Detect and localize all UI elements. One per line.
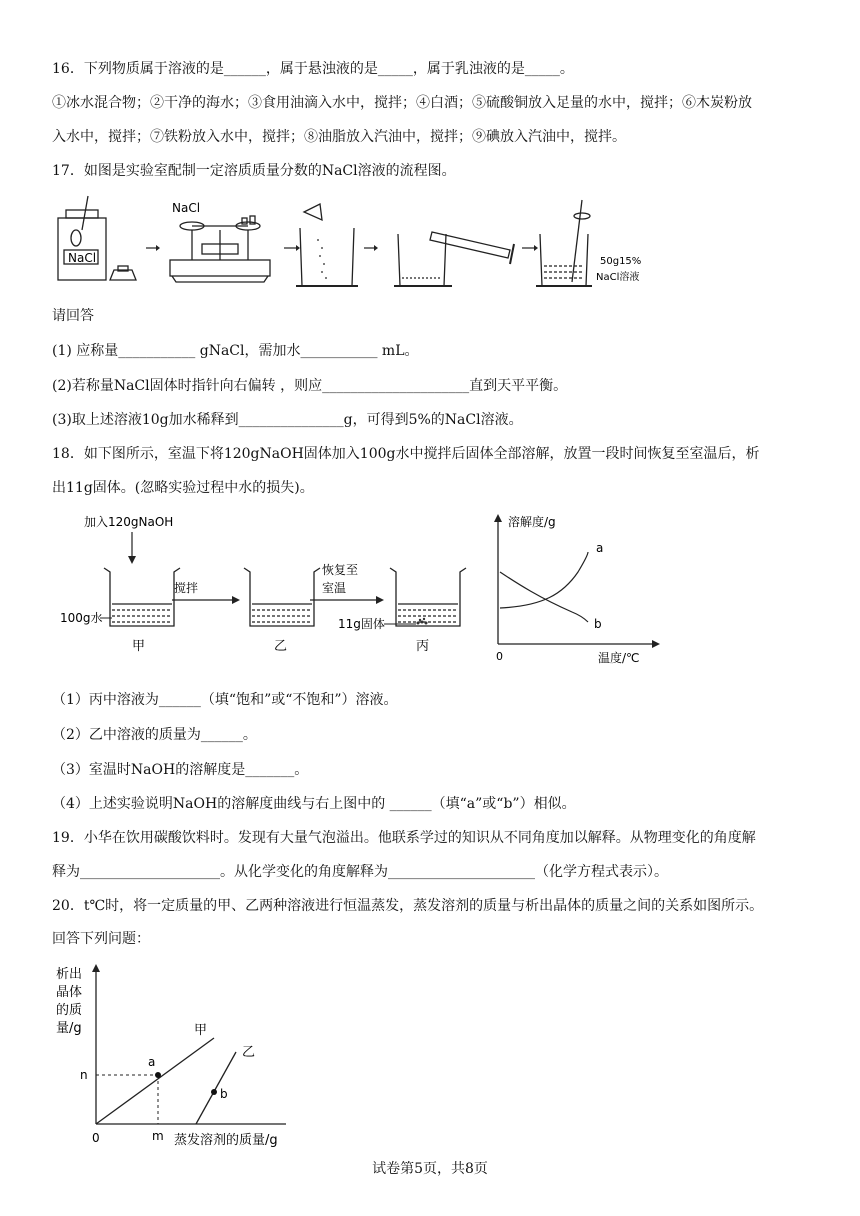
q20-xlabel: 蒸发溶剂的质量/g <box>174 1133 278 1148</box>
q20-line2: 回答下列问题： <box>52 931 150 947</box>
q17-part3: (3)取上述溶液10g加水稀释到_______________g，可得到5%的NaCl溶液。 <box>52 412 523 428</box>
beaker-yi-icon <box>244 568 320 626</box>
line-yi <box>196 1052 236 1124</box>
q16-options-line1: ①冰水混合物；②干净的海水；③食用油滴入水中，搅拌；④白酒；⑤硫酸铜放入足量的水中，搅拌；⑥木炭粉放 <box>52 95 752 111</box>
final-beaker-icon <box>536 200 592 286</box>
q17-part2: (2)若称量NaCl固体时指针向右偏转 ，则应_____________________直到天平平衡。 <box>52 378 568 394</box>
q16-options-line2: 入水中，搅拌；⑦铁粉放入水中，搅拌；⑧油脂放入汽油中，搅拌；⑨碘放入汽油中，搅拌。 <box>52 129 626 145</box>
final-label-1: 50g15% <box>600 256 642 267</box>
balance-label: NaCl <box>172 201 201 215</box>
final-label-2: NaCl溶液 <box>596 272 640 283</box>
restore-label-1: 恢复至 <box>322 563 359 577</box>
solubility-ylabel: 溶解度/g <box>508 515 556 529</box>
beaker-bing-label: 丙 <box>416 639 430 654</box>
q20-ylabel-2: 晶体 <box>56 985 83 1000</box>
page-footer: 试卷第5页，共8页 <box>372 1161 488 1177</box>
balance-icon <box>170 216 270 282</box>
water-label: 100g水 <box>60 611 103 625</box>
stir-label: 搅拌 <box>174 581 199 595</box>
q18-part2: （2）乙中溶液的质量为______。 <box>52 727 257 743</box>
label-yi: 乙 <box>242 1045 256 1060</box>
q18-part4: （4）上述实验说明NaOH的溶解度曲线与右上图中的 ______（填“a”或“b”）相似。 <box>52 796 576 812</box>
label-a: a <box>148 1055 156 1069</box>
q20-line1: 20．t℃时，将一定质量的甲、乙两种溶液进行恒温蒸发，蒸发溶剂的质量与析出晶体的质量之间的关系如图所示。 <box>52 898 764 914</box>
solubility-xlabel: 温度/℃ <box>598 651 640 665</box>
q18-part1: （1）丙中溶液为______（填“饱和”或“不饱和”）溶液。 <box>52 692 398 708</box>
q19-line2: 释为____________________。从化学变化的角度解释为_____________________（化学方程式表示）。 <box>52 864 668 880</box>
point-a <box>155 1072 161 1078</box>
jar-label: NaCl <box>68 251 97 265</box>
curve-b-label: b <box>594 617 602 631</box>
q17-stem: 17．如图是实验室配制一定溶质质量分数的NaCl溶液的流程图。 <box>52 163 456 179</box>
solubility-origin: 0 <box>496 650 503 663</box>
q20-ylabel-1: 析出 <box>56 967 83 982</box>
label-n: n <box>80 1068 88 1082</box>
q18-solubility-graph <box>488 510 678 670</box>
q16-stem: 16．下列物质属于溶液的是______，属于悬浊液的是_____，属于乳浊液的是_____。 <box>52 61 574 77</box>
beaker-yi-label: 乙 <box>274 639 288 654</box>
q17-procedure-figure <box>52 190 652 300</box>
label-m: m <box>152 1129 164 1143</box>
q17-prompt: 请回答 <box>52 308 94 324</box>
restore-label-2: 室温 <box>322 581 347 595</box>
q18-stem-line1: 18．如下图所示，室温下将120gNaOH固体加入100g水中搅拌后固体全部溶解，放置一段时间恢复至室温后，析 <box>52 446 760 462</box>
q20-origin: 0 <box>92 1131 100 1145</box>
line-jia <box>96 1038 214 1124</box>
add-naoh-label: 加入120gNaOH <box>84 515 174 529</box>
q18-part3: （3）室温时NaOH的溶解度是_______。 <box>52 762 309 778</box>
q19-line1: 19．小华在饮用碳酸饮料时。发现有大量气泡溢出。他联系学过的知识从不同角度加以解释。从物理变化的角度解 <box>52 830 756 846</box>
q20-ylabel-3: 的质 <box>56 1003 83 1018</box>
q20-ylabel-4: 量/g <box>56 1021 82 1036</box>
curve-a-label: a <box>596 541 604 555</box>
q20-crystal-graph <box>52 958 342 1158</box>
label-b: b <box>220 1087 228 1101</box>
stopper-icon <box>110 266 136 280</box>
label-jia: 甲 <box>194 1023 208 1038</box>
reagent-jar-icon <box>58 196 106 280</box>
point-b <box>211 1089 217 1095</box>
q18-experiment-figure <box>56 510 476 660</box>
beaker-cylinder-icon <box>394 232 514 286</box>
beaker-pour-icon <box>296 204 358 286</box>
curve-b-path <box>500 572 588 622</box>
solid-label: 11g固体 <box>338 617 385 631</box>
beaker-bing-icon <box>390 568 466 626</box>
q17-part1: (1) 应称量___________ gNaCl，需加水___________ mL。 <box>52 343 419 359</box>
beaker-jia-icon <box>104 568 180 626</box>
beaker-jia-label: 甲 <box>132 639 146 654</box>
q18-stem-line2: 出11g固体。(忽略实验过程中水的损失)。 <box>52 480 314 496</box>
